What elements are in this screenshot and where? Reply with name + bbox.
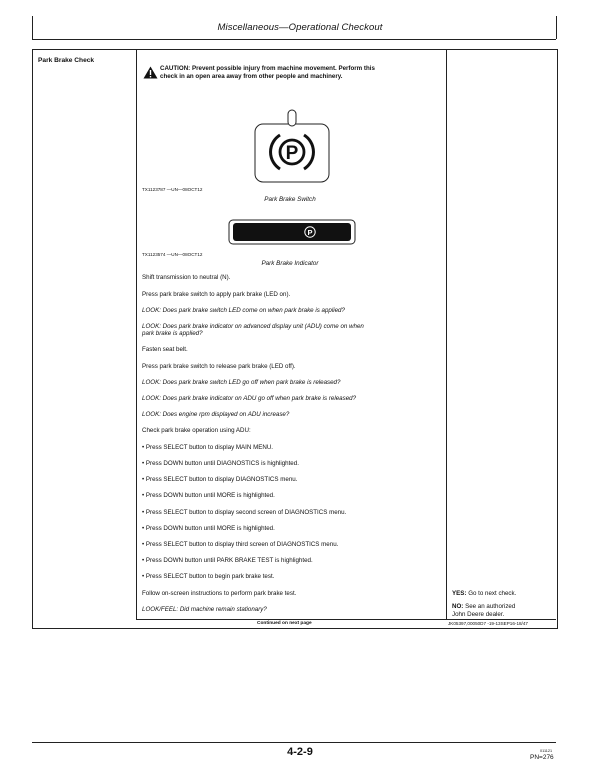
header-rule [32, 39, 556, 40]
figure1-id: TX1123787 —UN—08OCT12 [142, 187, 203, 192]
step-12-bullet: • Press DOWN button until DIAGNOSTICS is highlighted. [142, 460, 299, 467]
page-footer-rule [32, 742, 556, 743]
page-code: 011121 [540, 749, 553, 753]
page-header-title: Miscellaneous—Operational Checkout [217, 22, 383, 33]
step-13-bullet: • Press SELECT button to display DIAGNOSTICS menu. [142, 476, 298, 483]
step-11-bullet: • Press SELECT button to display MAIN MENU. [142, 444, 274, 451]
result-yes-text: Go to next check. [468, 590, 517, 597]
caution-line-2: check in an open area away from other people and machinery. [160, 73, 343, 80]
step-7-look: LOOK: Does park brake switch LED go off when park brake is released? [142, 379, 341, 386]
figure2-id: TX1123574 —UN—08OCT12 [142, 252, 203, 257]
column-divider-right [446, 49, 447, 619]
park-brake-indicator-symbol: P [307, 228, 313, 237]
step-6: Press park brake switch to release park brake (LED off). [142, 363, 296, 370]
step-16-bullet: • Press DOWN button until MORE is highlighted. [142, 525, 275, 532]
step-10: Check park brake operation using ADU: [142, 427, 251, 434]
document-reference: JK05397,00050D7 -19-13SEP16-18/47 [448, 621, 528, 626]
warning-icon [143, 66, 158, 79]
result-yes-label: YES: [452, 590, 467, 597]
step-14-bullet: • Press DOWN button until MORE is highlighted. [142, 492, 275, 499]
step-18-bullet: • Press DOWN button until PARK BRAKE TEST is highlighted. [142, 557, 313, 564]
park-brake-switch-illustration [252, 106, 332, 186]
step-20: Follow on-screen instructions to perform park brake test. [142, 590, 297, 597]
park-brake-switch-symbol: P [285, 143, 299, 164]
park-brake-indicator-figure [228, 219, 356, 245]
result-no-text: See an authorized [465, 603, 516, 610]
result-no-label: NO: [452, 603, 464, 610]
result-no-text-cont: John Deere dealer. [452, 611, 505, 618]
step-19-bullet: • Press SELECT button to begin park brake test. [142, 573, 275, 580]
step-5: Fasten seat belt. [142, 346, 188, 353]
step-1: Shift transmission to neutral (N). [142, 274, 231, 281]
step-21-look: LOOK/FEEL: Did machine remain stationary? [142, 606, 267, 613]
step-15-bullet: • Press SELECT button to display second screen of DIAGNOSTICS menu. [142, 509, 347, 516]
park-brake-indicator-illustration [228, 219, 356, 245]
caution-line-1: CAUTION: Prevent possible injury from machine movement. Perform this [160, 65, 375, 72]
figure1-caption: Park Brake Switch [264, 196, 316, 203]
part-number: PN=276 [530, 754, 554, 761]
figure2-caption: Park Brake Indicator [261, 260, 319, 267]
step-4-look: LOOK: Does park brake indicator on advanced display unit (ADU) come on when [142, 323, 364, 330]
section-title: Park Brake Check [38, 57, 95, 64]
step-2: Press park brake switch to apply park brake (LED on). [142, 291, 291, 298]
step-17-bullet: • Press SELECT button to display third screen of DIAGNOSTICS menu. [142, 541, 339, 548]
step-8-look: LOOK: Does park brake indicator on ADU go off when park brake is released? [142, 395, 357, 402]
page-number: 4-2-9 [287, 746, 313, 758]
result-no [452, 603, 515, 611]
park-brake-switch-figure [252, 106, 332, 186]
continued-note: Continued on next page [257, 621, 312, 626]
column-divider-left [136, 49, 137, 619]
step-9-look: LOOK: Does engine rpm displayed on ADU increase? [142, 411, 290, 418]
step-4-look-cont: park brake is applied? [142, 330, 203, 337]
step-3-look: LOOK: Does park brake switch LED come on when park brake is applied? [142, 307, 345, 314]
result-yes [452, 590, 516, 598]
